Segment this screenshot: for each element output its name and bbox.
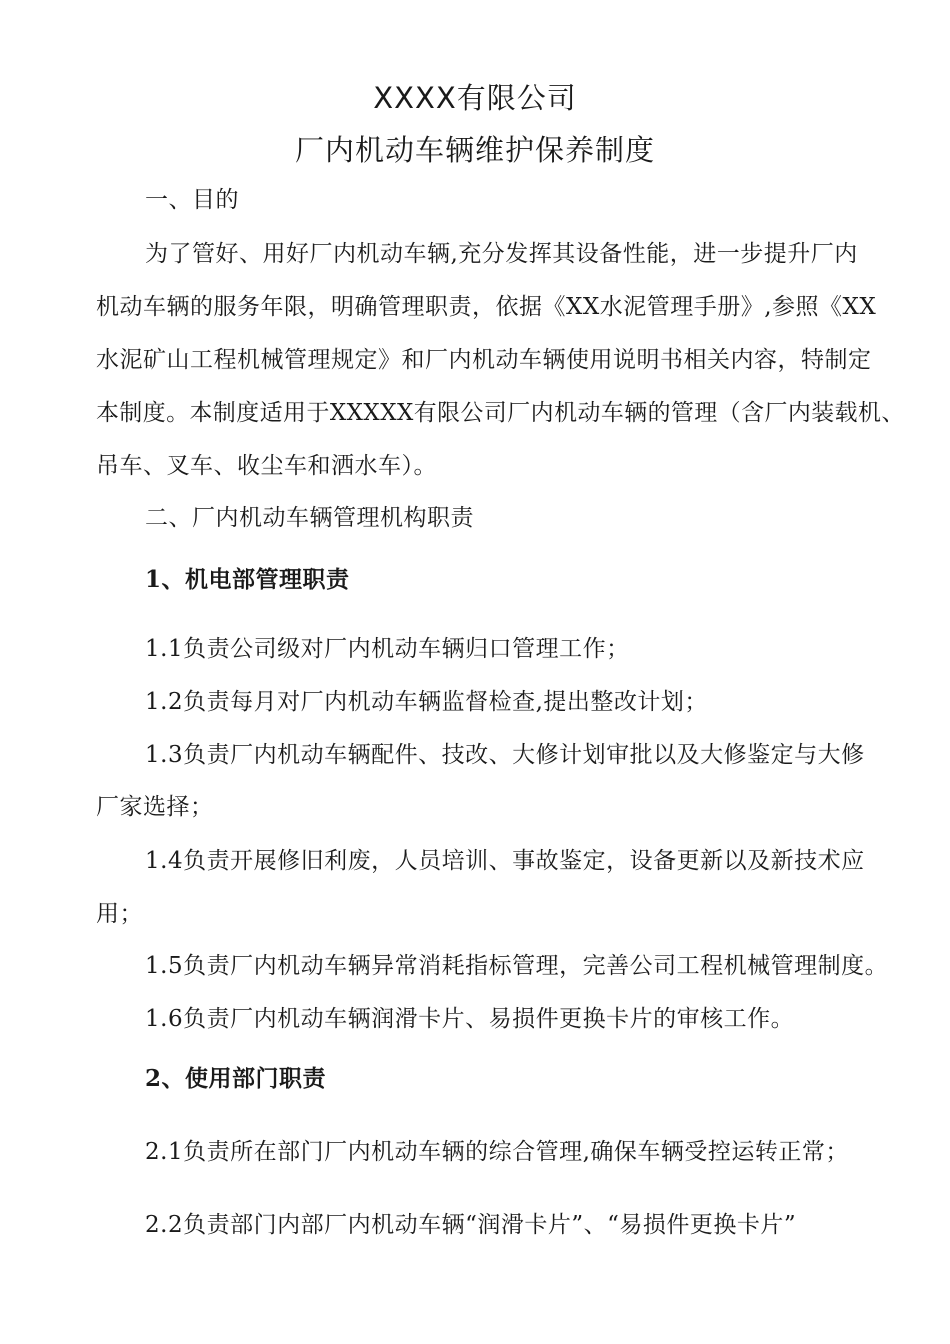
item-1-4: 1.4负责开展修旧利废，人员培训、事故鉴定，设备更新以及新技术应	[145, 848, 865, 874]
sub-heading-mech-elec: 1、机电部管理职责	[145, 566, 350, 593]
section-heading-responsibilities: 二、厂内机动车辆管理机构职责	[145, 505, 474, 531]
purpose-line-5: 吊车、叉车、收尘车和洒水车）。	[96, 453, 437, 479]
purpose-line-3: 水泥矿山工程机械管理规定》和厂内机动车辆使用说明书相关内容，特制定	[96, 347, 872, 373]
sub-heading-user-dept: 2、使用部门职责	[145, 1065, 327, 1092]
item-1-3: 1.3负责厂内机动车辆配件、技改、大修计划审批以及大修鉴定与大修	[145, 742, 865, 768]
item-2-2: 2.2负责部门内部厂内机动车辆“润滑卡片”、“易损件更换卡片”	[145, 1212, 797, 1238]
company-name: XXXX有限公司	[373, 81, 577, 115]
purpose-line-2: 机动车辆的服务年限，明确管理职责，依据《XX水泥管理手册》,参照《XX	[96, 294, 877, 320]
item-1-4-cont: 用；	[96, 901, 143, 927]
purpose-line-1: 为了管好、用好厂内机动车辆,充分发挥其设备性能，进一步提升厂内	[145, 241, 858, 267]
document-title: 厂内机动车辆维护保养制度	[294, 133, 655, 167]
item-2-1: 2.1负责所在部门厂内机动车辆的综合管理,确保车辆受控运转正常；	[145, 1139, 849, 1165]
section-heading-purpose: 一、目的	[145, 187, 239, 213]
item-1-2: 1.2负责每月对厂内机动车辆监督检查,提出整改计划；	[145, 689, 708, 715]
purpose-line-4: 本制度。本制度适用于XXXXX有限公司厂内机动车辆的管理（含厂内装载机、	[96, 400, 905, 426]
item-1-5: 1.5负责厂内机动车辆异常消耗指标管理，完善公司工程机械管理制度。	[145, 953, 889, 979]
item-1-3-cont: 厂家选择；	[96, 794, 214, 820]
item-1-1: 1.1负责公司级对厂内机动车辆归口管理工作；	[145, 636, 630, 662]
item-1-6: 1.6负责厂内机动车辆润滑卡片、易损件更换卡片的审核工作。	[145, 1006, 795, 1032]
